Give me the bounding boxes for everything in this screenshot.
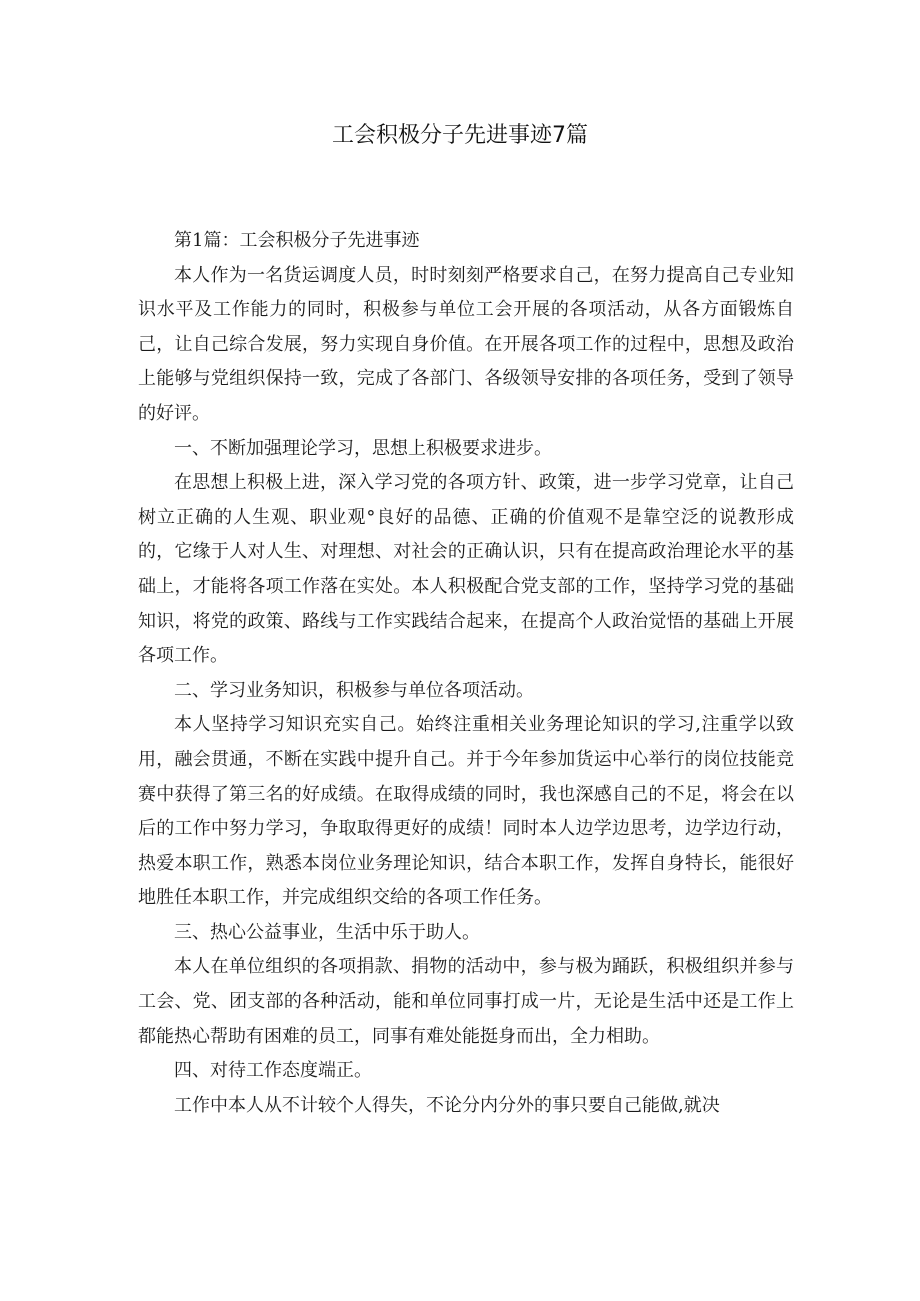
section-heading-1: 一、不断加强理论学习，思想上积极要求进步。 xyxy=(174,437,552,459)
article-heading: 第1篇：工会积极分子先进事迹 xyxy=(174,230,420,251)
document-title: 工会积极分子先进事迹7篇 xyxy=(332,123,588,148)
body-paragraph: 工作中本人从不计较个人得失，不论分内分外的事只要自己能做,就决 xyxy=(174,1094,720,1116)
body-paragraph: 在思想上积极上进，深入学习党的各项方针、政策，进一步学习党章，让自己树立正确的人生观、职业观°良好的品德、正确的价值观不是靠空泛的说教形成的，它缘于人对人生、对理想、对社会的正确认识，只有在提高政治理论水平的基础上，才能将各项工作落在实处。本人积极配合党支部的工作，坚持学习党的基础知识，将党的政策、路线与工作实践结合起来，在提高个人政治觉悟的基础上开展各项工作。 xyxy=(138,472,794,667)
body-paragraph: 本人坚持学习知识充实自己。始终注重相关业务理论知识的学习,注重学以致用，融会贯通，不断在实践中提升自己。并于今年参加货运中心举行的岗位技能竞赛中获得了第三名的好成绩。在取得成绩的同时，我也深感自己的不足，将会在以后的工作中努力学习，争取取得更好的成绩！同时本人边学边思考，边学边行动，热爱本职工作，熟悉本岗位业务理论知识，结合本职工作，发挥自身特长，能很好地胜任本职工作，并完成组织交给的各项工作任务。 xyxy=(138,714,794,909)
section-heading-2: 二、学习业务知识，积极参与单位各项活动。 xyxy=(174,679,534,701)
section-heading-4: 四、对待工作态度端正。 xyxy=(174,1060,372,1082)
body-paragraph: 本人在单位组织的各项捐款、捐物的活动中，参与极为踊跃，积极组织并参与工会、党、团支部的各种活动，能和单位同事打成一片，无论是生活中还是工作上都能热心帮助有困难的员工，同事有难处能挺身而出，全力相助。 xyxy=(138,956,794,1047)
document-body xyxy=(138,224,794,1123)
body-paragraph: 本人作为一名货运调度人员，时时刻刻严格要求自己，在努力提高自己专业知识水平及工作能力的同时，积极参与单位工会开展的各项活动，从各方面锻炼自己，让自己综合发展，努力实现自身价值。在开展各项工作的过程中，思想及政治上能够与党组织保持一致，完成了各部门、各级领导安排的各项任务，受到了领导的好评。 xyxy=(138,264,794,424)
section-heading-3: 三、热心公益事业，生活中乐于助人。 xyxy=(174,921,480,943)
